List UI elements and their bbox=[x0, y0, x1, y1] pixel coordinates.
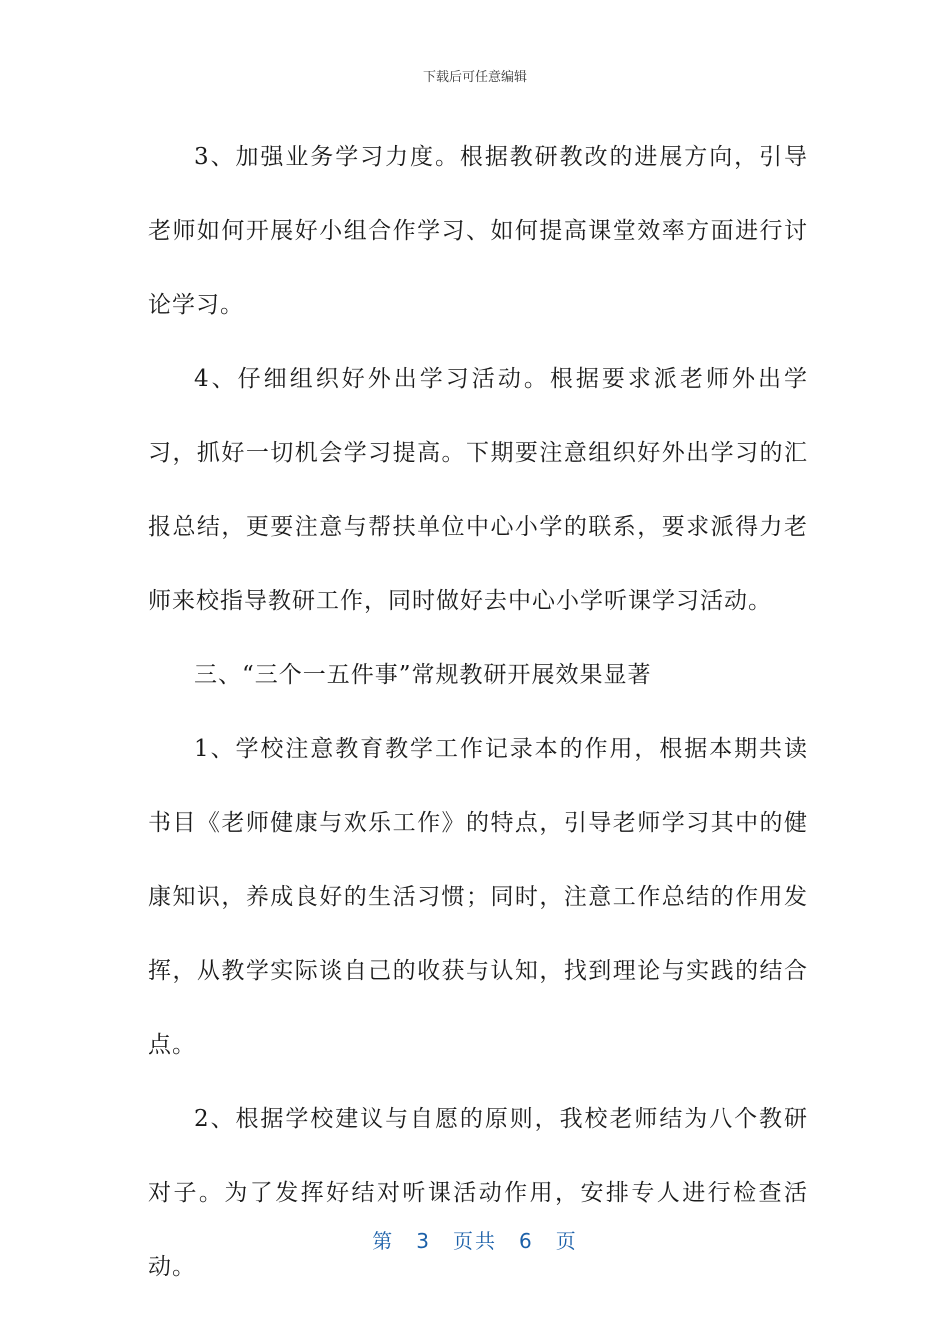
section-heading: 三、“三个一五件事”常规教研开展效果显著 bbox=[194, 662, 652, 688]
page-footer bbox=[0, 1225, 950, 1254]
paragraph-4: 2、根据学校建议与自愿的原则，我校老师结为八个教研对子。为了发挥好结对听课活动作用，安排专人进行检查活动。 bbox=[148, 1106, 808, 1280]
footer-prefix: 第 bbox=[372, 1229, 395, 1253]
paragraph-2: 4、仔细组织好外出学习活动。根据要求派老师外出学习，抓好一切机会学习提高。下期要注意组织好外出学习的汇报总结，更要注意与帮扶单位中心小学的联系，要求派得力老师来校指导教研工作，同时做好去中心小学听课学习活动。 bbox=[148, 366, 808, 614]
footer-suffix: 页 bbox=[555, 1229, 578, 1253]
page-header: 下载后可任意编辑 bbox=[422, 70, 527, 85]
document-body bbox=[148, 120, 808, 1304]
footer-middle: 页共 bbox=[453, 1229, 497, 1253]
paragraph-3: 1、学校注意教育教学工作记录本的作用，根据本期共读书目《老师健康与欢乐工作》的特点，引导老师学习其中的健康知识，养成良好的生活习惯；同时，注意工作总结的作用发挥，从教学实际谈自己的收获与认知，找到理论与实践的结合点。 bbox=[148, 736, 808, 1058]
paragraph-1: 3、加强业务学习力度。根据教研教改的进展方向，引导老师如何开展好小组合作学习、如何提高课堂效率方面进行讨论学习。 bbox=[148, 144, 808, 318]
current-page-number: 3 bbox=[416, 1229, 431, 1253]
total-pages-number: 6 bbox=[519, 1229, 534, 1253]
